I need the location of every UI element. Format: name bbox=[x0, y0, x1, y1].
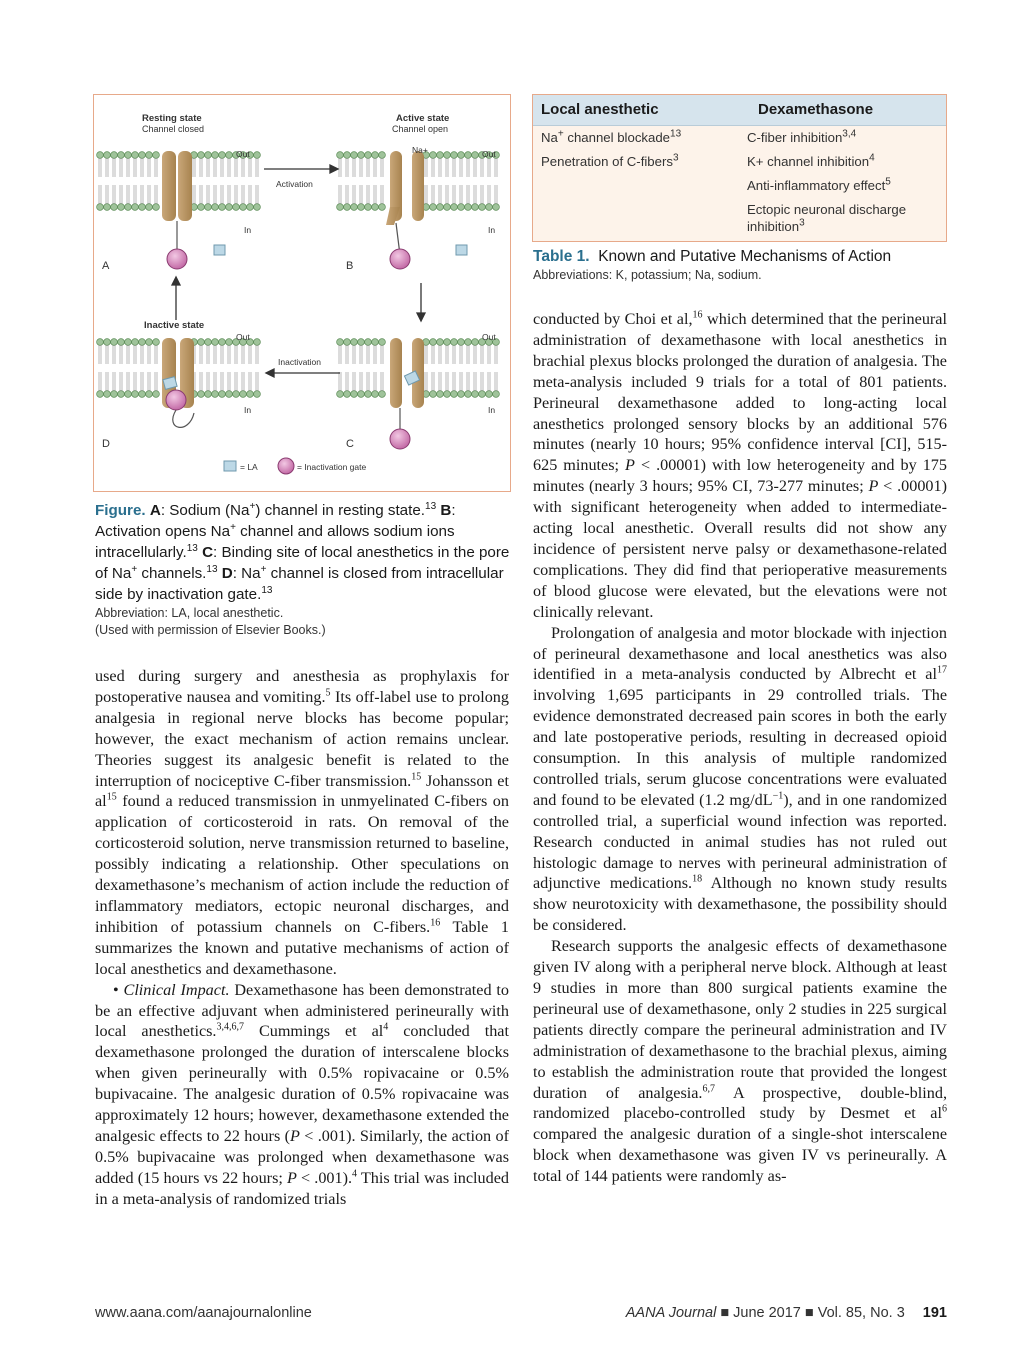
footer-journal bbox=[626, 1305, 947, 1321]
label-na: Na+ bbox=[412, 145, 428, 155]
table-cell: Ectopic neuronal discharge inhibition$^3$ bbox=[747, 202, 907, 234]
label-active-title: Active state bbox=[396, 113, 450, 124]
caption-b-lead: B bbox=[440, 502, 452, 519]
panel-label-c: C bbox=[346, 438, 354, 450]
table-cell: C-fiber inhibition$^{3,4}$ bbox=[747, 128, 857, 145]
table-cell: Penetration of C-fibers$^3$ bbox=[541, 152, 679, 169]
paragraph: conducted by Choi et al,$^{16}$ which determined that the perineural administration of dexamethasone with local anesthetics in brachial plexus blocks prolonged the duration of analgesia. The meta-analysis included 9 trials for a total of 801 patients. Perineural dexamethasone added to long-acting local anesthetics prolonged sensory blocks by an additional 576 minutes (nearly 10 hours; 95% confidence interval [CI], 515-625 minutes; P < .00001) with low heterogeneity and by 175 minutes (nearly 3 hours; 95% CI, 73-277 minutes; P < .00001) with significant heterogeneity when added to intermediate-acting local anesthetic. Overall results did not show any incidence of persistent nerve palsy or dexamethasone-related complications. They did find that perioperative measurements of blood glucose were elevated, but the elevations were not clinically relevant. bbox=[533, 309, 947, 621]
table-header-row bbox=[533, 95, 946, 126]
channel-inactivated bbox=[162, 338, 194, 427]
label-activation: Activation bbox=[276, 179, 313, 189]
la-molecule-b bbox=[456, 245, 467, 255]
caption-c-text2: channels. bbox=[137, 565, 207, 582]
caption-b-text: Activation opens Na bbox=[95, 523, 231, 540]
body-column-right bbox=[533, 309, 947, 1187]
table-abbreviations: Abbreviations: K, potassium; Na, sodium. bbox=[533, 268, 762, 282]
la-molecule-a bbox=[214, 245, 225, 255]
page-number: 191 bbox=[922, 1305, 947, 1321]
table-cell: Na+ channel blockade$^{13}$ bbox=[541, 128, 682, 145]
label-out-c: Out bbox=[482, 332, 496, 342]
caption-c-lead: C bbox=[202, 544, 214, 561]
table-title: Known and Putative Mechanisms of Action bbox=[598, 248, 892, 265]
legend-la-swatch bbox=[224, 461, 236, 471]
caption-d-text: : Na bbox=[232, 565, 261, 582]
legend-la: = LA bbox=[240, 462, 258, 472]
panel-label-b: B bbox=[346, 260, 354, 272]
caption-a-text: : Sodium (Na bbox=[160, 502, 250, 519]
body-column-left bbox=[95, 666, 509, 1210]
channel-la-bound bbox=[390, 338, 424, 449]
caption-ref: 13 bbox=[425, 500, 437, 512]
figure-caption: Figure. A: Sodium (Na+) channel in resting state.$^{13}$ B: Activation opens Na+ channel and allows sodium ions intracellularly.$^{13}$ C: Binding site of local anesthetics in the pore of Na+ channels.$^{13}$ D: Na+ channel is closed from intracellular side by inactivation gate.$^{13}$ Abbreviation: LA, local anesthetic. (Used with permission of Elsevier Books.) bbox=[95, 500, 515, 639]
table-header-local-anesthetic: Local anesthetic bbox=[541, 101, 659, 118]
caption-a-lead: A bbox=[149, 502, 161, 519]
figure-label: Figure. bbox=[95, 502, 146, 519]
label-in-b: In bbox=[488, 225, 496, 235]
footer-separator: ■ bbox=[804, 1305, 814, 1321]
footer-separator: ■ bbox=[720, 1305, 730, 1321]
figure-permission: (Used with permission of Elsevier Books.) bbox=[95, 623, 326, 637]
label-out-a: Out bbox=[236, 149, 250, 159]
footer-url: www.aana.com/aanajournalonline bbox=[95, 1305, 312, 1321]
caption-ref: 13 bbox=[186, 542, 198, 554]
label-in-c: In bbox=[488, 405, 496, 415]
label-active-sub: Channel open bbox=[392, 124, 449, 134]
label-in-d: In bbox=[244, 405, 252, 415]
table-header-dexamethasone: Dexamethasone bbox=[758, 101, 874, 118]
caption-b-text2: channel and allows sodium ions intracellularly. bbox=[95, 523, 455, 561]
caption-d-lead: D bbox=[221, 565, 233, 582]
caption-a-text2: ) channel in resting state. bbox=[255, 502, 426, 519]
sodium-channel-diagram bbox=[94, 95, 510, 491]
inactivation-gate-b bbox=[390, 249, 410, 269]
caption-c-text: : Binding site of local anesthetics in the pore of Na bbox=[95, 544, 510, 582]
caption-ref: 13 bbox=[206, 563, 218, 575]
footer-date: June 2017 bbox=[733, 1305, 801, 1321]
label-resting-title: Resting state bbox=[142, 113, 202, 124]
figure-abbreviation: Abbreviation: LA, local anesthetic. bbox=[95, 606, 284, 620]
paragraph: used during surgery and anesthesia as prophylaxis for postoperative nausea and vomiting.$^5$ Its off-label use to prolong analgesia in regional nerve blocks has become popular; however, the exact mechanism of action remains unclear. Theories suggest its analgesic benefit is related to the interruption of nociceptive C-fiber transmission.$^{15}$ Johansson et $al^{15}$ found a reduced transmission in unmyelinated C-fibers on application of corticosteroid in rats. On removal of the corticosteroid solution, nerve transmission returned to baseline, possibly indicating a relationship. Other speculations on dexamethasone’s mechanism of action include the reduction of inflammatory mediators, ectopic neuronal discharges, and inhibition of potassium channels on C-fibers.$^{16}$ Table 1 summarizes the known and putative mechanisms of action of local anesthetics and dexamethasone. bbox=[95, 667, 509, 978]
mechanisms-table bbox=[532, 94, 947, 242]
table-caption bbox=[533, 248, 953, 282]
label-out-b: Out bbox=[482, 149, 496, 159]
panel-label-a: A bbox=[102, 260, 110, 272]
inactivation-gate-a bbox=[167, 249, 187, 269]
label-out-d: Out bbox=[236, 332, 250, 342]
panel-label-d: D bbox=[102, 438, 110, 450]
legend-gate: = Inactivation gate bbox=[297, 462, 367, 472]
paragraph: • Clinical Impact. Dexamethasone has been demonstrated to be an effective adjuvant when administered perineurally with local anesthetics.$^{3,4,6,7}$ Cummings et $al^4$ concluded that dexamethasone prolonged the duration of interscalene blocks when given perineurally with 0.5% ropivacaine or 0.5% bupivacaine. The analgesic duration of 0.5% ropivacaine was approximately 12 hours; however, dexamethasone extended the analgesic effects to 22 hours (P < .001). Similarly, the action of 0.5% bupivacaine was prolonged when dexamethasone was added (15 hours vs 22 hours; P < .001).$^4$ This trial was included in a meta-analysis of randomized trials bbox=[95, 980, 510, 1208]
caption-d-text2: channel is closed from intracellular side by inactivation gate. bbox=[95, 565, 504, 603]
figure-panel bbox=[93, 94, 511, 492]
paragraph: Prolongation of analgesia and motor blockade with injection of perineural dexamethasone and local anesthetics was also identified in a meta-analysis conducted by Albrecht et $al^{17}$ involving 1,695 participants in 29 controlled trials. The evidence demonstrated decreased pain scores in both the early and late postoperative periods, resulting in decreased opioid consumption. In this analysis of multiple randomized controlled trials, serum glucose concentrations were evaluated and found to be elevated (1.2 $mg/dL^{-1}$), and in one randomized controlled trial, a superficial wound infection was reported. Research conducted in animal studies has not ruled out histologic damage to nerves with perineural administration of adjunctive medications.$^{18}$ Although no known study results show neurotoxicity with dexamethasone, the possibility should be considered. bbox=[533, 623, 948, 935]
footer-volume: Vol. 85, No. 3 bbox=[817, 1305, 905, 1321]
label-in-a: In bbox=[244, 225, 252, 235]
label-inactivation: Inactivation bbox=[278, 357, 321, 367]
caption-ref: 13 bbox=[261, 584, 273, 596]
table-cell: K+ channel inhibition$^4$ bbox=[747, 152, 875, 169]
table-cell: Anti-inflammatory effect$^5$ bbox=[747, 176, 891, 193]
table-label: Table 1. bbox=[533, 248, 590, 265]
label-inactive-title: Inactive state bbox=[144, 320, 205, 331]
footer-journal-name: AANA Journal bbox=[625, 1305, 717, 1321]
label-resting-sub: Channel closed bbox=[142, 124, 205, 134]
paragraph: Research supports the analgesic effects of dexamethasone given IV along with a peripheral nerve block. Although at least 9 studies in more than 800 surgical patients examine the perineural use of dexamethasone, only 2 studies in 225 surgical patients directly compare the perineural administration and IV administration of dexamethasone to the brachial plexus, aiming to establish the administration route that provided the longest duration of analgesia.$^{6,7}$ A prospective, double-blind, randomized placebo-controlled study by Desmet et $al^6$ compared the analgesic duration of a single-shot interscalene block when dexamethasone was given IV vs perineurally. A total of 144 patients were randomly as- bbox=[533, 937, 947, 1186]
legend-gate-swatch bbox=[278, 458, 294, 474]
